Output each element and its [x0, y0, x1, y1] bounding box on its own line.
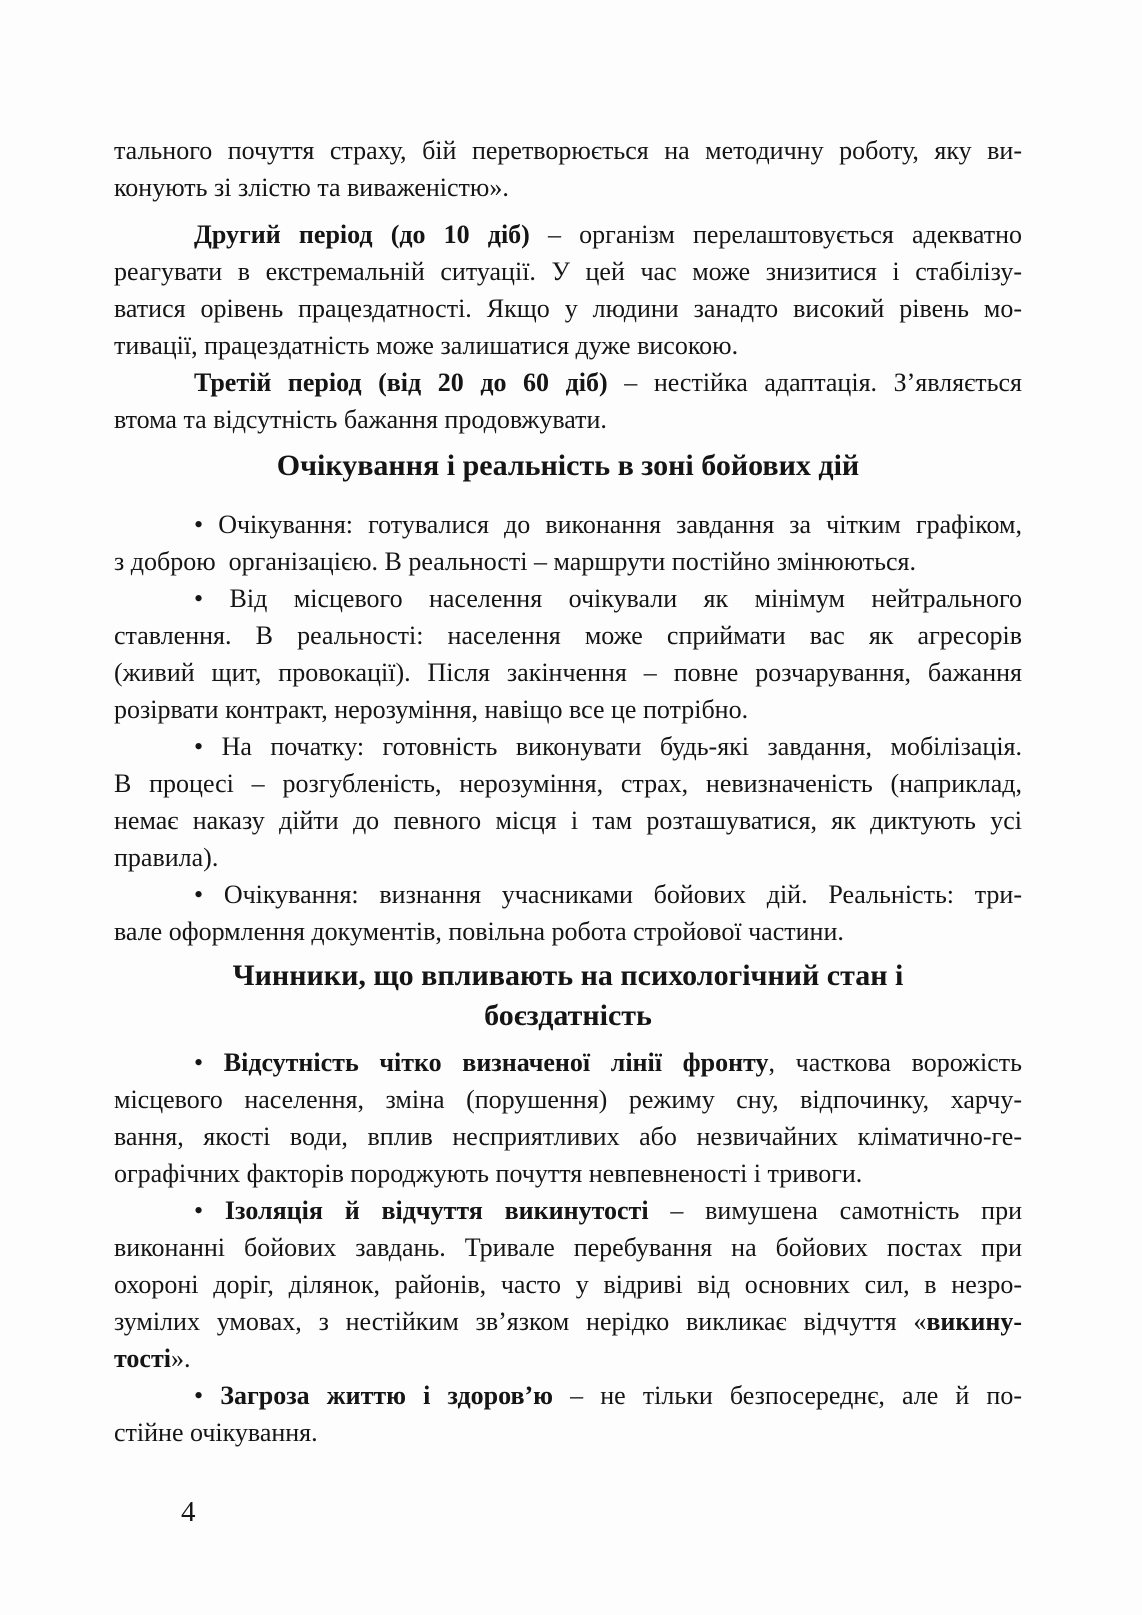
text-line — [114, 169, 1022, 206]
bold-text: Ізоляція й відчуття викинутості — [224, 1196, 649, 1225]
text-line — [114, 364, 1022, 401]
text-line — [114, 132, 1022, 169]
text-run: • — [194, 1381, 221, 1410]
text-line — [114, 654, 1022, 691]
bullet-recognition-documents — [114, 876, 1022, 950]
bold-text: Відсутність чітко визначеної лінії фронту — [223, 1048, 769, 1077]
text-line — [114, 765, 1022, 802]
text-line — [114, 728, 1022, 765]
bullet-threat-life-health — [114, 1377, 1022, 1451]
text-run: ографічних факторів породжують почуття невпевненості і тривоги. — [114, 1159, 863, 1188]
text-line — [114, 327, 1022, 364]
text-run: стійне очікування. — [114, 1418, 318, 1447]
text-line — [114, 216, 1022, 253]
text-run: ставлення. В реальності: населення може сприймати вас як агресорів — [114, 621, 1022, 650]
bold-text: викину- — [926, 1307, 1022, 1336]
text-line — [114, 253, 1022, 290]
text-run: – нестійка адаптація. З’являється — [607, 368, 1022, 397]
text-run: місцевого населення, зміна (порушення) режиму сну, відпочинку, харчу- — [114, 1085, 1022, 1114]
text-run: зумілих умовах, з нестійким зв’язком нерідко викликає відчуття « — [114, 1307, 927, 1336]
heading-line: Очікування і реальність в зоні бойових дій — [276, 449, 860, 482]
text-line — [114, 1377, 1022, 1414]
bullet-expectations-schedule — [114, 506, 1022, 580]
text-run: розірвати контракт, нерозуміння, навіщо все це потрібно. — [114, 695, 749, 724]
text-line — [114, 839, 1022, 876]
text-run: • На початку: готовність виконувати будь-які завдання, мобілізація. — [194, 732, 1022, 761]
text-run: реагувати в екстремальній ситуації. У цей час може знизитися і стабілізу- — [114, 257, 1022, 286]
text-run: вале оформлення документів, повільна робота стройової частини. — [114, 917, 844, 946]
bold-text: Третій період (від 20 до 60 діб) — [194, 368, 608, 397]
text-run: В процесі – розгубленість, нерозуміння, страх, невизначеність (наприклад, — [114, 769, 1022, 798]
text-line — [114, 691, 1022, 728]
page-number: 4 — [181, 1496, 196, 1528]
text-run: вання, якості води, вплив несприятливих або незвичайних кліматично-ге- — [114, 1122, 1022, 1151]
text-run: • — [194, 1196, 225, 1225]
heading-line: боєздатність — [484, 999, 652, 1032]
heading-line: Чинники, що впливають на психологічний стан і — [232, 959, 904, 992]
text-run: виконанні бойових завдань. Тривале перебування на бойових постах при — [114, 1233, 1022, 1262]
heading-factors-psychological-state — [114, 956, 1022, 1036]
text-line — [114, 1414, 1022, 1451]
text-line — [114, 1340, 1022, 1377]
text-run: • — [194, 1048, 224, 1077]
text-run: втома та відсутність бажання продовжувати. — [114, 405, 607, 434]
bullet-local-population — [114, 580, 1022, 728]
text-line — [114, 1118, 1022, 1155]
text-line — [114, 1155, 1022, 1192]
text-run: конують зі злістю та виваженістю». — [114, 173, 509, 202]
text-run: тивації, працездатність може залишатися дуже високою. — [114, 331, 739, 360]
bold-text: Загроза життю і здоров’ю — [220, 1381, 554, 1410]
text-run: тального почуття страху, бій перетворюється на методичну роботу, яку ви- — [114, 136, 1022, 165]
text-line — [114, 580, 1022, 617]
paragraph-intro-continuation — [114, 132, 1022, 206]
text-line — [114, 1044, 1022, 1081]
text-run: • Очікування: готувалися до виконання завдання за чітким графіком, — [194, 510, 1022, 539]
text-run: правила). — [114, 843, 219, 872]
text-run: ». — [170, 1344, 191, 1373]
text-line — [114, 543, 1022, 580]
text-line — [114, 802, 1022, 839]
bullet-front-line-absence — [114, 1044, 1022, 1192]
page-content — [114, 132, 1022, 1451]
text-line — [114, 290, 1022, 327]
text-run: (живий щит, провокації). Після закінчення – повне розчарування, бажання — [114, 658, 1022, 687]
paragraph-second-period — [114, 216, 1022, 364]
text-run: • Очікування: визнання учасниками бойових дій. Реальність: три- — [194, 880, 1022, 909]
text-run: охороні доріг, ділянок, районів, часто у відриві від основних сил, в незро- — [114, 1270, 1022, 1299]
text-run: , часткова ворожість — [768, 1048, 1022, 1077]
text-run: – не тільки безпосереднє, але й по- — [553, 1381, 1023, 1410]
text-line — [114, 1192, 1022, 1229]
text-line — [114, 1081, 1022, 1118]
text-line — [114, 1229, 1022, 1266]
text-line — [114, 1303, 1022, 1340]
text-line — [114, 506, 1022, 543]
text-line — [114, 876, 1022, 913]
paragraph-third-period — [114, 364, 1022, 438]
text-run: – організм перелаштовується адекватно — [529, 220, 1022, 249]
text-line — [114, 401, 1022, 438]
bold-text: Другий період (до 10 діб) — [194, 220, 530, 249]
text-line — [114, 913, 1022, 950]
bold-text: тості — [114, 1344, 171, 1373]
text-line — [114, 617, 1022, 654]
text-run: – вимушена самотність при — [648, 1196, 1022, 1225]
heading-expectations-reality — [114, 446, 1022, 486]
bullet-isolation — [114, 1192, 1022, 1377]
text-run: з доброю організацією. В реальності – маршрути постійно змінюються. — [114, 547, 917, 576]
text-run: ватися орівень працездатності. Якщо у людини занадто високий рівень мо- — [114, 294, 1022, 323]
bullet-readiness-mobilization — [114, 728, 1022, 876]
text-run: • Від місцевого населення очікували як мінімум нейтрального — [194, 584, 1022, 613]
text-run: немає наказу дійти до певного місця і там розташуватися, як диктують усі — [114, 806, 1022, 835]
text-line — [114, 1266, 1022, 1303]
